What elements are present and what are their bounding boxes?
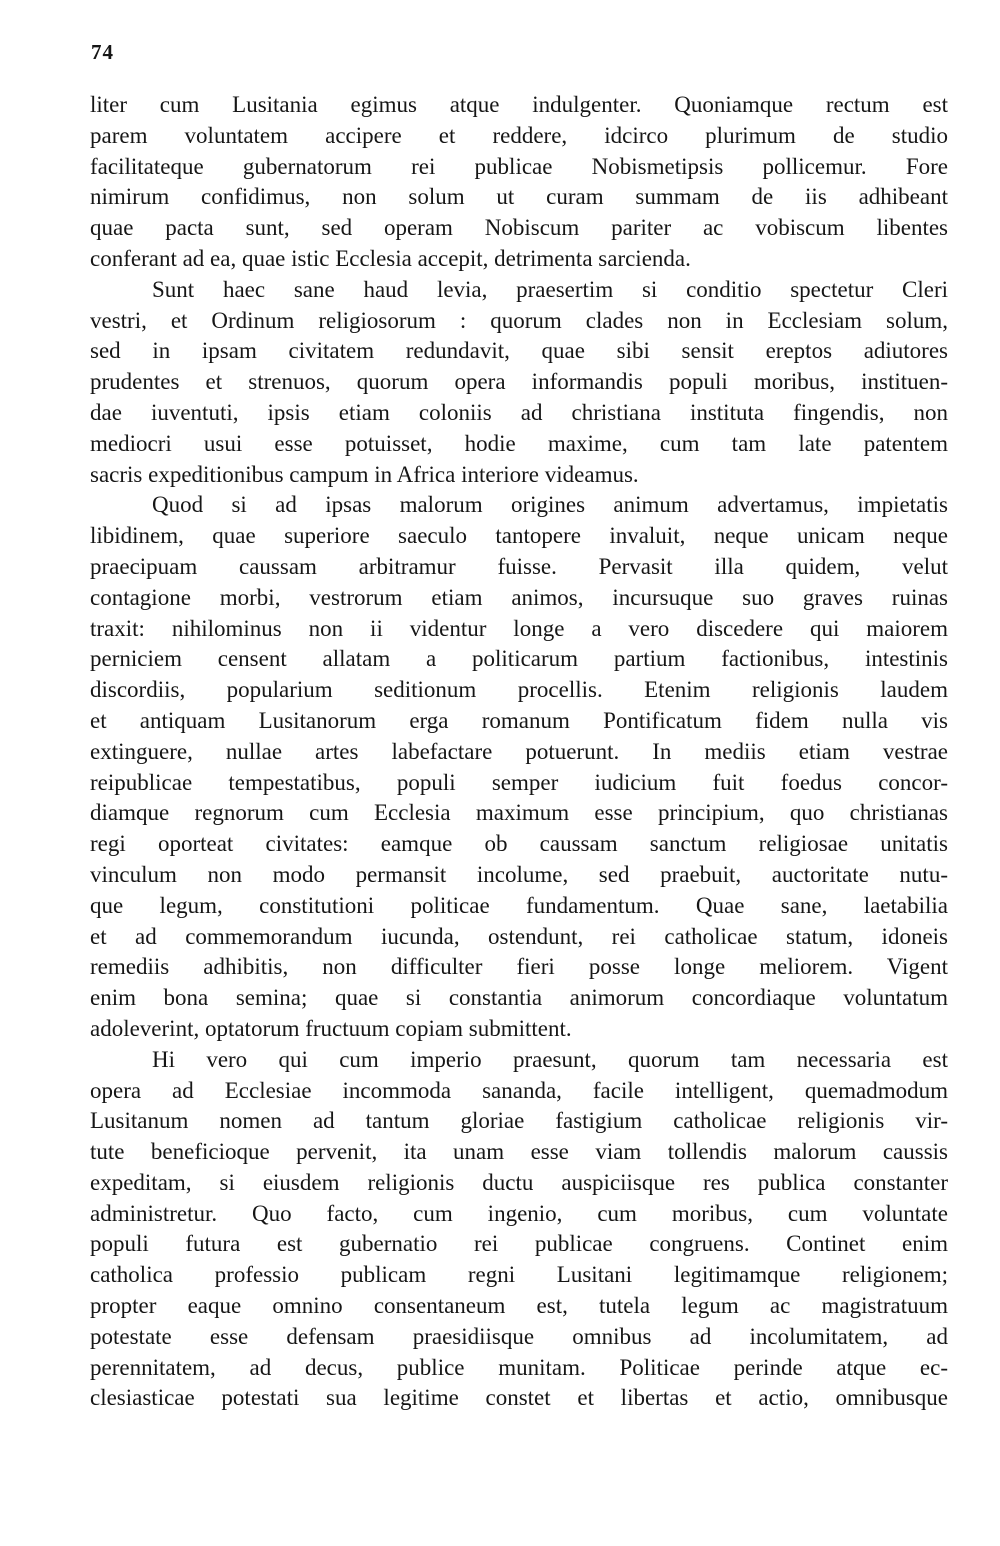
- text-line: diamque regnorum cum Ecclesia maximum esse principium, quo christianas: [90, 800, 948, 826]
- text-line: adoleverint, optatorum fructuum copiam submittent.: [90, 1015, 572, 1041]
- text-line: nimirum confidimus, non solum ut curam summam de iis adhibeant: [90, 184, 948, 210]
- text-line: administretur. Quo facto, cum ingenio, cum moribus, cum voluntate: [90, 1200, 948, 1226]
- text-line: parem voluntatem accipere et reddere, idcirco plurimum de studio: [90, 122, 948, 148]
- text-line: catholica professio publicam regni Lusitani legitimamque religionem;: [90, 1262, 948, 1288]
- text-line: conferant ad ea, quae istic Ecclesia accepit, detrimenta sarcienda.: [90, 245, 691, 271]
- text-line: libidinem, quae superiore saeculo tantopere invaluit, neque unicam neque: [90, 523, 948, 549]
- paragraph-start-line: Quod si ad ipsas malorum origines animum advertamus, impietatis: [152, 492, 948, 518]
- text-line: remediis adhibitis, non difficulter fieri posse longe meliorem. Vigent: [90, 954, 948, 980]
- text-line: perennitatem, ad decus, publice munitam. Politicae perinde atque ec-: [90, 1354, 948, 1380]
- text-line: opera ad Ecclesiae incommoda sananda, facile intelligent, quemadmodum: [90, 1077, 948, 1103]
- text-line: liter cum Lusitania egimus atque indulgenter. Quoniamque rectum est: [90, 92, 948, 117]
- text-line: tute beneficioque pervenit, ita unam esse viam tollendis malorum caussis: [90, 1139, 948, 1165]
- text-line: expeditam, si eiusdem religionis ductu auspiciisque res publica constanter: [90, 1169, 948, 1195]
- text-line: vestri, et Ordinum religiosorum : quorum clades non in Ecclesiam solum,: [90, 307, 948, 333]
- body-text: [90, 90, 948, 1414]
- text-line: dae iuventuti, ipsis etiam coloniis ad christiana instituta fingendis, non: [90, 399, 948, 425]
- text-line: prudentes et strenuos, quorum opera informandis populi moribus, instituen-: [90, 369, 948, 395]
- text-line: propter eaque omnino consentaneum est, tutela legum ac magistratuum: [90, 1293, 948, 1319]
- text-line: traxit: nihilominus non ii videntur longe a vero discedere qui maiorem: [90, 615, 948, 641]
- text-line: regi oporteat civitates: eamque ob caussam sanctum religiosae unitatis: [90, 831, 948, 857]
- paragraph-start-line: Sunt haec sane haud levia, praesertim si conditio spectetur Cleri: [152, 276, 948, 302]
- page-number: 74: [91, 40, 114, 64]
- text-line: sed in ipsam civitatem redundavit, quae sibi sensit ereptos adiutores: [90, 338, 948, 364]
- text-line: perniciem censent allatam a politicarum partium factionibus, intestinis: [90, 646, 948, 672]
- text-line: que legum, constitutioni politicae fundamentum. Quae sane, laetabilia: [90, 892, 948, 918]
- text-line: praecipuam caussam arbitramur fuisse. Pervasit illa quidem, velut: [90, 553, 948, 579]
- text-line: Lusitanum nomen ad tantum gloriae fastigium catholicae religionis vir-: [90, 1108, 948, 1134]
- text-line: clesiasticae potestati sua legitime constet et libertas et actio, omnibusque: [90, 1385, 948, 1411]
- text-line: sacris expeditionibus campum in Africa interiore videamus.: [90, 461, 639, 487]
- text-line: facilitateque gubernatorum rei publicae Nobismetipsis pollicemur. Fore: [90, 153, 948, 179]
- text-line: potestate esse defensam praesidiisque omnibus ad incolumitatem, ad: [90, 1323, 948, 1349]
- text-line: extinguere, nullae artes labefactare potuerunt. In mediis etiam vestrae: [90, 738, 948, 764]
- text-line: contagione morbi, vestrorum etiam animos, incursuque suo graves ruinas: [90, 584, 948, 610]
- text-line: populi futura est gubernatio rei publicae congruens. Continet enim: [90, 1231, 948, 1257]
- text-line: et ad commemorandum iucunda, ostendunt, rei catholicae statum, idoneis: [90, 923, 948, 949]
- text-line: enim bona semina; quae si constantia animorum concordiaque voluntatum: [90, 985, 948, 1011]
- text-line: et antiquam Lusitanorum erga romanum Pontificatum fidem nulla vis: [90, 707, 948, 733]
- paragraph-start-line: Hi vero qui cum imperio praesunt, quorum tam necessaria est: [152, 1046, 948, 1072]
- text-line: mediocri usui esse potuisset, hodie maxime, cum tam late patentem: [90, 430, 948, 456]
- text-line: discordiis, popularium seditionum procellis. Etenim religionis laudem: [90, 677, 948, 703]
- text-line: quae pacta sunt, sed operam Nobiscum pariter ac vobiscum libentes: [90, 215, 948, 241]
- text-line: reipublicae tempestatibus, populi semper iudicium fuit foedus concor-: [90, 769, 948, 795]
- text-line: vinculum non modo permansit incolume, sed praebuit, auctoritate nutu-: [90, 861, 948, 887]
